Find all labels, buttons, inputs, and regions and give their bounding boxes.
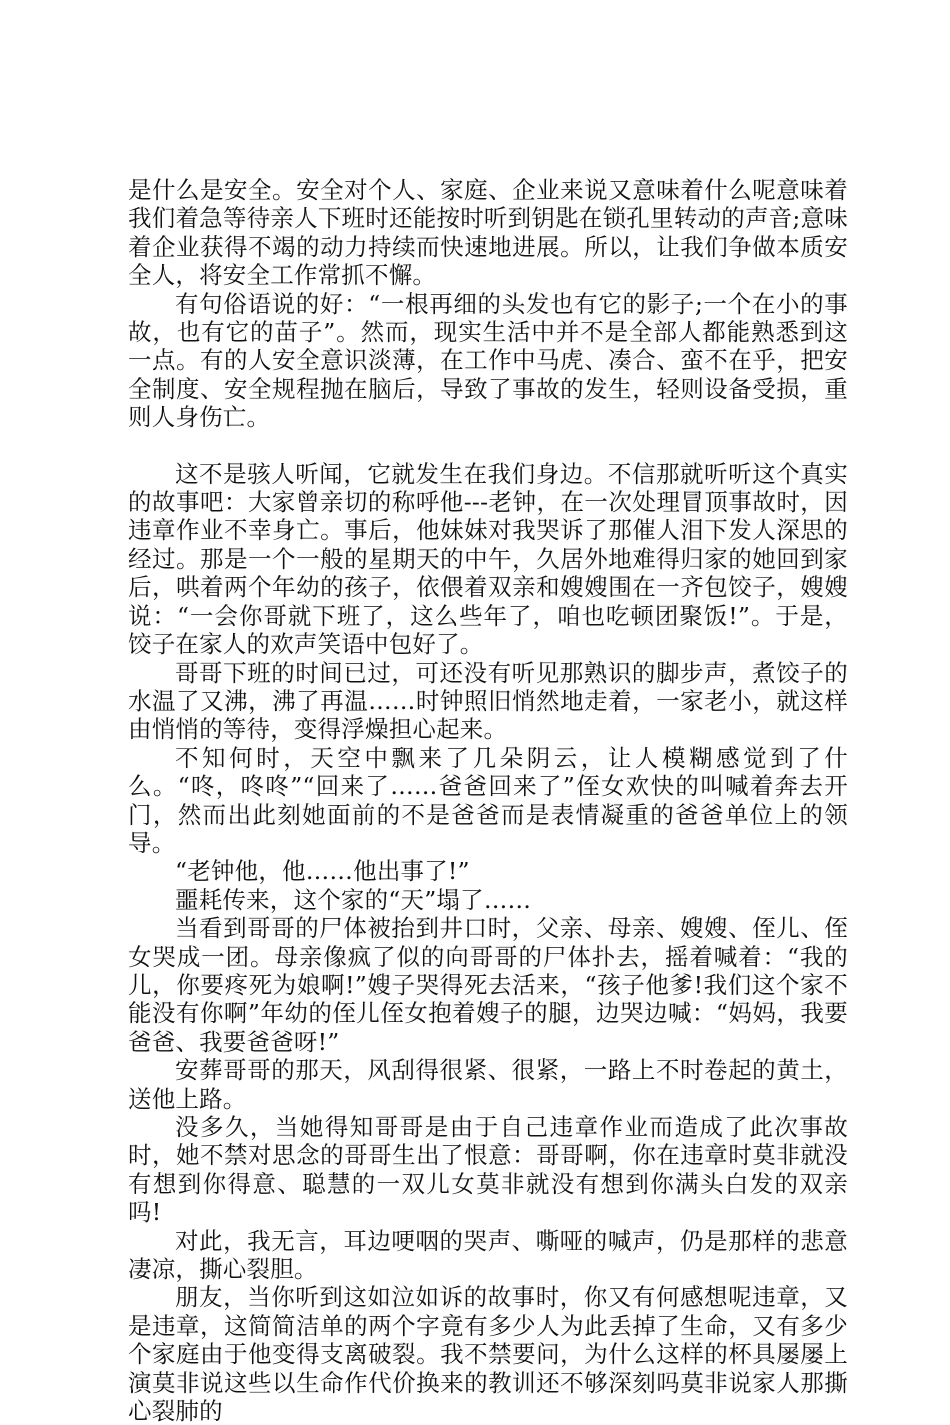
document-body <box>128 176 848 1425</box>
paragraph-10: 没多久，当她得知哥哥是由于自己违章作业而造成了此次事故时，她不禁对思念的哥哥生出了恨意：哥哥啊，你在违章时莫非就没有想到你得意、聪慧的一双儿女莫非就没有想到你满头白发的双亲吗! <box>128 1113 848 1227</box>
paragraph-3: 这不是骇人听闻，它就发生在我们身边。不信那就听听这个真实的故事吧：大家曾亲切的称呼他---老钟，在一次处理冒顶事故时，因违章作业不幸身亡。事后，他妹妹对我哭诉了那催人泪下发人深思的经过。那是一个一般的星期天的中午，久居外地难得归家的她回到家后，哄着两个年幼的孩子，依偎着双亲和嫂嫂围在一齐包饺子，嫂嫂说：“一会你哥就下班了，这么些年了，咱也吃顿团聚饭!”。于是，饺子在家人的欢声笑语中包好了。 <box>128 459 848 659</box>
paragraph-12: 朋友，当你听到这如泣如诉的故事时，你又有何感想呢违章，又是违章，这简简洁单的两个字竟有多少人为此丢掉了生命，又有多少个家庭由于他变得支离破裂。我不禁要问，为什么这样的杯具屡屡上演莫非说这些以生命作代价换来的教训还不够深刻吗莫非说家人那撕心裂肺的 <box>128 1283 848 1425</box>
paragraph-7: 噩耗传来，这个家的“天”塌了…… <box>175 885 532 914</box>
paragraph-1: 是什么是安全。安全对个人、家庭、企业来说又意味着什么呢意味着我们着急等待亲人下班时还能按时听到钥匙在锁孔里转动的声音;意味着企业获得不竭的动力持续而快速地进展。所以，让我们争做本质安全人，将安全工作常抓不懈。 <box>128 176 848 290</box>
paragraph-9: 安葬哥哥的那天，风刮得很紧、很紧，一路上不时卷起的黄土，送他上路。 <box>128 1056 848 1113</box>
paragraph-8: 当看到哥哥的尸体被抬到井口时，父亲、母亲、嫂嫂、侄儿、侄女哭成一团。母亲像疯了似的向哥哥的尸体扑去，摇着喊着：“我的儿，你要疼死为娘啊!”嫂子哭得死去活来，“孩子他爹!我们这个家不能没有你啊”年幼的侄儿侄女抱着嫂子的腿，边哭边喊：“妈妈，我要爸爸、我要爸爸呀!” <box>128 914 848 1056</box>
paragraph-11: 对此，我无言，耳边哽咽的哭声、嘶哑的喊声，仍是那样的悲意凄凉，撕心裂胆。 <box>128 1226 848 1284</box>
paragraph-6: “老钟他，他……他出事了!” <box>175 857 470 886</box>
paragraph-4: 哥哥下班的时间已过，可还没有听见那熟识的脚步声，煮饺子的水温了又沸，沸了再温……时钟照旧悄然地走着，一家老小，就这样由悄悄的等待，变得浮燥担心起来。 <box>128 658 848 744</box>
paragraph-5: 不知何时，天空中飘来了几朵阴云，让人模糊感觉到了什么。“咚，咚咚”“回来了……爸爸回来了”侄女欢快的叫喊着奔去开门，然而出此刻她面前的不是爸爸而是表情凝重的爸爸单位上的领导。 <box>128 743 848 857</box>
paragraph-2: 有句俗语说的好：“一根再细的头发也有它的影子;一个在小的事故，也有它的苗子”。然而，现实生活中并不是全部人都能熟悉到这一点。有的人安全意识淡薄，在工作中马虎、凑合、蛮不在乎，把安全制度、安全规程抛在脑后，导致了事故的发生，轻则设备受损，重则人身伤亡。 <box>128 289 848 432</box>
